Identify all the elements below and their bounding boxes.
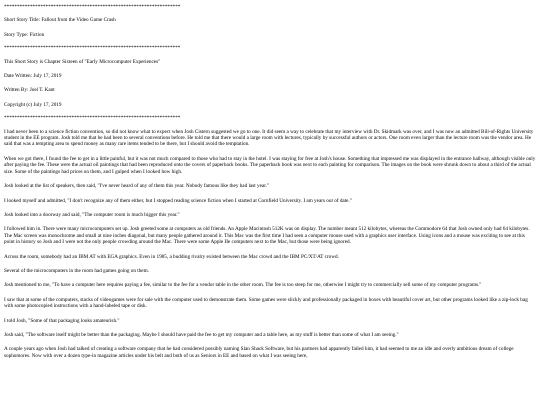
story-paragraph: I looked myself and admitted, "I don't recognize any of them either, but I stopped reading science fiction when I started at Cornfield University. I am years out of date." — [4, 197, 352, 204]
story-paragraph: When we got there, I found the fee to get in a little painful, but it was not much compared to those who had to stay in the hotel. I was staying for free at Josh's house. Something that impressed me was displayed in the entrance hallway, although visible only after paying the fee. These were the actual oil paintings that had been reproduced onto the covers of paperback books. The paperback book was next to each painting for comparison. The images on the book were shrunk down to about a third of the actual size. Some of the paintings had prices on them, and I gulped when I looked how high. — [4, 155, 536, 175]
divider-line: ******************************************************************** — [4, 4, 181, 10]
story-paragraph: Josh mentioned to me, "To have a computer here requires paying a fee, similar to the fee for a vendor table in the other room. The fee is too steep for me, otherwise I might try to commercially sell some of my computer programs." — [4, 282, 482, 289]
date-written-line: Date Written: July 17, 2019 — [4, 73, 62, 80]
story-type-line: Story Type: Fiction — [4, 31, 45, 38]
story-paragraph: Several of the microcomputers in the room had games going on them. — [4, 267, 149, 274]
story-paragraph: I had never been to a science fiction convention, so did not know what to expect when Josh Cistern suggested we go to one. It did seem a way to celebrate that my interview with Dr. Skidmark was over, and I was now an admitted Bill-of-Rights University student in the EE program. Josh told me that he had been to several conventions before. He told me that there would a large room with lectures, typically by successful authors or actors. One room even larger than the lecture room was the vendor area. He said that was a tempting area to spend money as many rare items tended to be there, but I should avoid the temptation. — [4, 128, 534, 148]
story-paragraph: I followed him in. There were many microcomputers set up. Josh greeted some at computers as old friends. An Apple Macintosh 512K was on display. The number meant 512 kilobytes, whereas the Commodore 64 that Josh owned only had 64 kilobytes. The Mac screen was monochrome and small at nine inches diagonal, but many people gathered around it. This Mac was the first time I had seen a computer mouse used with a graphics user interface. Using icons and a mouse was exciting to see at this point in history so Josh and I were not the only people crowding around the Mac. There were some Apple IIe computers next to the Mac, but those were being ignored. — [4, 226, 530, 246]
copyright-line: Copyright (c) July 17, 2019 — [4, 101, 62, 108]
story-paragraph: Josh looked at the list of speakers, then said, "I've never heard of any of them this year. Nobody famous like they had last year." — [4, 183, 270, 190]
story-paragraph: Josh said, "The software itself might be better than the packaging. Maybe I should have paid the fee to get my computer and a table here, as my stuff is better than some of what I am seeing." — [4, 331, 399, 338]
divider-line: ******************************************************************** — [4, 45, 181, 52]
story-paragraph: A couple years ago when Josh had talked of creating a software company that he had considered possibly naming Slan Shack Software, but his partners had apparently failed him, it had seemed to me an idle and overly ambitious dream of college sophomores. Now with over a dozen type-in magazine articles under his belt and both of us as Seniors in EE and based on what I was seeing here, — [4, 346, 514, 359]
divider-line: ******************************************************************** — [4, 115, 181, 122]
story-paragraph: Across the room, somebody had an IBM AT with EGA graphics. Even in 1985, a budding rivalry existed between the Mac crowd and the IBM PC/XT/AT crowd. — [4, 253, 339, 260]
story-paragraph: Josh looked into a doorway and said, "The computer room is much bigger this year." — [4, 211, 180, 218]
story-paragraph: I told Josh, "Some of that packaging looks amateurish." — [4, 317, 120, 324]
chapter-line: This Short Story is Chapter Sixteen of "Early Microcomputer Experiences" — [4, 58, 161, 65]
story-title-line: Short Story Title: Fallout from the Video Game Crash — [4, 17, 116, 24]
story-paragraph: I saw that at some of the computers, stacks of videogames were for sale with the computer used to demonstrate them. Some games were slickly and professionally packaged in boxes with beautiful cover art, but other programs looked like a zip-lock bag with some photocopied instructions with a hand-labeled tape or disk. — [4, 296, 528, 310]
author-line: Written By: Joel T. Kant — [4, 87, 55, 94]
